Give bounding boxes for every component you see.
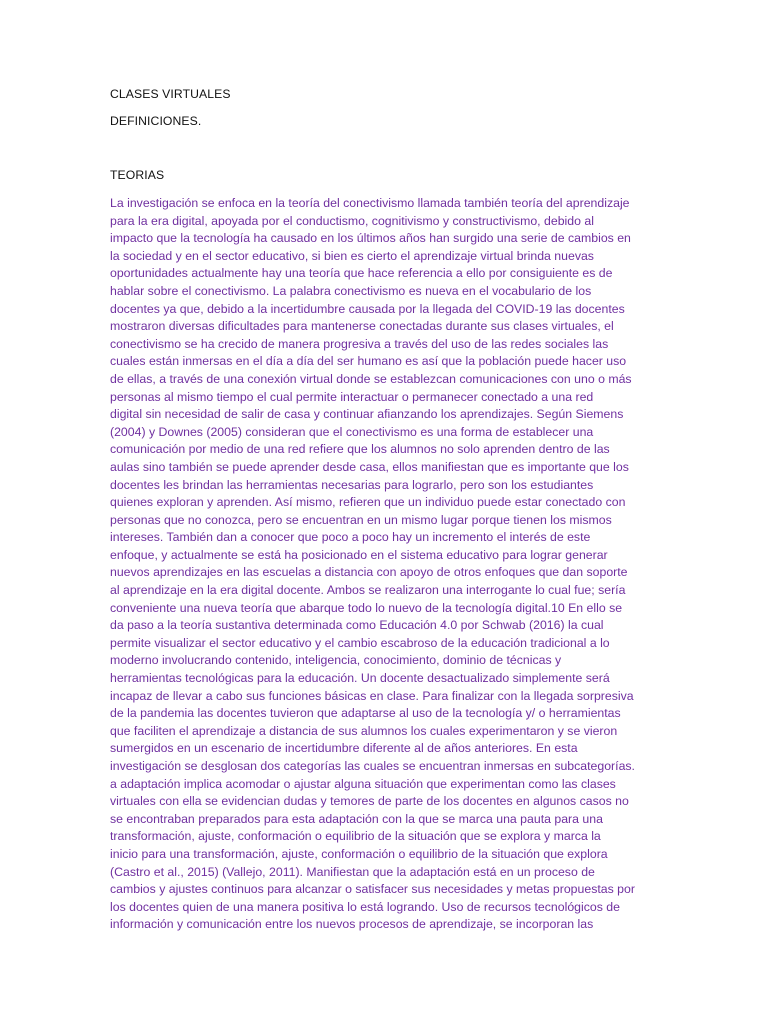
body-line: herramientas tecnológicas para la educación. Un docente desactualizado simplemente será <box>110 671 610 686</box>
body-line: conveniente una nueva teoría que abarque todo lo nuevo de la tecnología digital.10 En ello se <box>110 600 623 615</box>
body-line: cuales están inmersas en el día a día del ser humano es así que la población puede hacer uso <box>110 354 627 369</box>
body-line: se encontraban preparados para esta adaptación con la que se marca una pauta para una <box>110 811 603 826</box>
body-line: al aprendizaje en la era digital docente. Ambos se realizaron una interrogante lo cual fue; sería <box>110 583 626 598</box>
body-line: conectivismo se ha crecido de manera progresiva a través del uso de las redes sociales las <box>110 336 609 351</box>
body-line: a adaptación implica acomodar o ajustar alguna situación que experimentan como las clases <box>110 776 616 791</box>
body-line: permite visualizar el sector educativo y el cambio escabroso de la educación tradicional a lo <box>110 635 610 650</box>
body-line: transformación, ajuste, conformación o equilibrio de la situación que se explora y marca la <box>110 829 601 844</box>
body-line: investigación se desglosan dos categorías las cuales se encuentran inmersas en subcategorías. <box>110 759 635 773</box>
body-line: aulas sino también se puede aprender desde casa, ellos manifiestan que es importante que los <box>110 459 629 474</box>
body-line: mostraron diversas dificultades para mantenerse conectadas durante sus clases virtuales, el <box>110 319 614 334</box>
body-line: sumergidos en un escenario de incertidumbre diferente al de años anteriores. En esta <box>110 741 578 756</box>
body-paragraph <box>110 195 658 934</box>
body-line: docentes les brindan las herramientas necesarias para lograrlo, pero son los estudiantes <box>110 477 594 492</box>
body-line: impacto que la tecnología ha causado en los últimos años han surgido una serie de cambios en <box>110 231 631 246</box>
body-line: que faciliten el aprendizaje a distancia de sus alumnos los cuales experimentaron y se vieron <box>110 723 618 738</box>
body-line: hablar sobre el conectivismo. La palabra conectivismo es nueva en el vocabulario de los <box>110 283 592 298</box>
body-line: los docentes quien de una manera positiva lo está logrando. Uso de recursos tecnológicos de <box>110 899 620 914</box>
document-title: CLASES VIRTUALES <box>110 87 231 101</box>
body-line: nuevos aprendizajes en las escuelas a distancia con apoyo de otros enfoques que dan soporte <box>110 565 628 580</box>
body-line: intereses. También dan a conocer que poco a poco hay un incremento el interés de este <box>110 530 591 545</box>
body-line: la sociedad y en el sector educativo, si bien es cierto el aprendizaje virtual brinda nuevas <box>110 248 594 263</box>
body-line: de ellas, a través de una conexión virtual donde se establezcan comunicaciones con uno o más <box>110 371 632 386</box>
body-line: docentes ya que, debido a la incertidumbre causada por la llegada del COVID-19 las docentes <box>110 301 625 316</box>
body-line: enfoque, y actualmente se está ha posicionado en el sistema educativo para lograr generar <box>110 547 608 562</box>
body-line: (Castro et al., 2015) (Vallejo, 2011). Manifiestan que la adaptación está en un proceso de <box>110 864 595 879</box>
body-line: da paso a la teoría sustantiva determinada como Educación 4.0 por Schwab (2016) la cual <box>110 618 604 633</box>
body-line: información y comunicación entre los nuevos procesos de aprendizaje, se incorporan las <box>110 917 594 932</box>
body-line: (2004) y Downes (2005) consideran que el conectivismo es una forma de establecer una <box>110 424 594 439</box>
body-line: digital sin necesidad de salir de casa y continuar afianzando los aprendizajes. Según Siemens <box>110 407 624 422</box>
body-line: inicio para una transformación, ajuste, conformación o equilibrio de la situación que explora <box>110 846 608 861</box>
body-line: cambios y ajustes continuos para alcanzar o satisfacer sus necesidades y metas propuestas por <box>110 882 635 897</box>
body-line: personas que no conozca, pero se encuentran en un mismo lugar porque tienen los mismos <box>110 512 612 527</box>
body-line: oportunidades actualmente hay una teoría que hace referencia a ello por consiguiente es de <box>110 266 613 281</box>
body-line: virtuales con ella se evidencian dudas y temores de parte de los docentes en algunos casos no <box>110 794 629 809</box>
section-heading: TEORIAS <box>110 168 165 182</box>
body-line: La investigación se enfoca en la teoría del conectivismo llamada también teoría del aprendizaje <box>110 196 630 210</box>
body-line: incapaz de llevar a cabo sus funciones básicas en clase. Para finalizar con la llegada sorpresiva <box>110 688 634 703</box>
body-line: personas al mismo tiempo el cual permite interactuar o permanecer conectado a una red <box>110 389 594 404</box>
body-line: de la pandemia las docentes tuvieron que adaptarse al uso de la tecnología y/ o herramientas <box>110 706 621 721</box>
body-line: comunicación por medio de una red refiere que los alumnos no solo aprenden dentro de las <box>110 442 610 457</box>
body-line: quienes exploran y aprenden. Así mismo, refieren que un individuo puede estar conectado con <box>110 495 626 510</box>
body-line: para la era digital, apoyada por el conductismo, cognitivismo y constructivismo, debido al <box>110 213 594 228</box>
body-line: moderno involucrando contenido, inteligencia, conocimiento, dominio de técnicas y <box>110 653 562 668</box>
document-subtitle: DEFINICIONES. <box>110 114 202 128</box>
